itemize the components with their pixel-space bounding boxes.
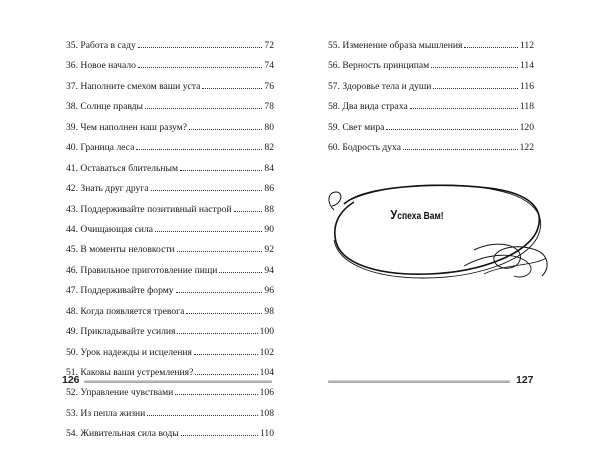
toc-entry-title: 49. Прикладывайте усилия	[66, 326, 176, 338]
toc-entry-title: 59. Свет мира	[328, 121, 385, 133]
toc-entry-title: 44. Очищающая сила	[66, 223, 153, 235]
toc-entry-page: 106	[259, 387, 274, 399]
toc-entry	[328, 81, 534, 101]
toc-entry-page: 96	[264, 285, 274, 297]
toc-entry	[66, 204, 274, 224]
toc-entry	[328, 142, 534, 162]
toc-entry	[66, 183, 274, 203]
toc-leader-dots	[386, 129, 517, 130]
toc-entry-page: 80	[264, 121, 274, 133]
toc-entry-title: 36. Новое начало	[66, 60, 136, 72]
toc-leader-dots	[136, 149, 262, 150]
page-number-right: 127	[516, 374, 534, 386]
toc-entry-page: 116	[519, 80, 534, 92]
right-page	[300, 0, 600, 417]
toc-entry-title: 43. Поддерживайте позитивный настрой	[66, 203, 232, 215]
toc-entry-title: 55. Изменение образа мышления	[328, 40, 463, 51]
toc-list-right	[328, 40, 534, 163]
toc-entry	[66, 142, 274, 162]
toc-entry	[66, 428, 274, 448]
toc-leader-dots	[138, 47, 263, 48]
toc-entry-page: 122	[519, 142, 534, 154]
toc-entry-title: 60. Бодрость духа	[328, 142, 401, 154]
toc-entry	[66, 60, 274, 80]
toc-entry	[66, 163, 274, 183]
toc-entry	[328, 101, 534, 121]
toc-leader-dots	[147, 415, 257, 416]
toc-entry	[66, 306, 274, 326]
toc-entry-title: 57. Здоровье тела и души	[328, 80, 432, 92]
toc-entry	[66, 387, 274, 407]
toc-entry	[66, 285, 274, 305]
toc-entry-page: 84	[264, 162, 274, 174]
toc-entry-title: 48. Когда появляется тревога	[66, 305, 185, 317]
toc-entry-title: 51. Каковы ваши устремления?	[66, 367, 194, 378]
toc-leader-dots	[151, 190, 263, 191]
left-page	[0, 0, 300, 440]
toc-leader-dots	[464, 47, 518, 48]
toc-leader-dots	[186, 313, 262, 314]
toc-leader-dots	[202, 88, 262, 89]
toc-entry-page: 118	[519, 101, 534, 113]
toc-entry	[66, 40, 274, 60]
flourish-ornament	[324, 180, 554, 284]
toc-entry-title: 47. Поддерживайте форму	[66, 285, 174, 297]
page-number-left: 126	[62, 374, 80, 386]
toc-entry-page: 76	[264, 80, 274, 92]
toc-entry	[328, 122, 534, 142]
toc-entry-title: 46. Правильное приготовление пищи	[66, 264, 218, 276]
footer-rule-left	[84, 380, 272, 383]
toc-entry-page: 90	[264, 223, 274, 235]
toc-leader-dots	[180, 170, 262, 171]
toc-leader-dots	[195, 374, 257, 375]
toc-entry-title: 41. Оставаться блительным	[66, 162, 179, 174]
toc-entry-page: 92	[264, 244, 274, 256]
toc-entry	[328, 60, 534, 80]
toc-entry-page: 88	[264, 203, 274, 215]
toc-entry-page: 114	[519, 60, 534, 72]
toc-entry-title: 39. Чем наполнен наш разум?	[66, 121, 187, 133]
toc-entry-page: 120	[519, 121, 534, 133]
toc-list-left	[66, 40, 274, 449]
toc-entry-title: 53. Из пепла жизни	[66, 407, 146, 419]
toc-entry-title: 37. Наполните смехом ваши уста	[66, 80, 201, 92]
toc-entry	[66, 265, 274, 285]
toc-leader-dots	[234, 211, 263, 212]
toc-entry-page: 72	[264, 40, 274, 51]
toc-entry-title: 52. Управление чувствами	[66, 387, 174, 399]
toc-entry	[66, 122, 274, 142]
toc-entry-page: 100	[259, 326, 274, 338]
toc-entry-title: 45. В моменты неловкости	[66, 244, 175, 256]
toc-entry-page: 104	[259, 367, 274, 378]
toc-entry-title: 42. Знать друг друга	[66, 183, 149, 195]
toc-entry-page: 74	[264, 60, 274, 72]
toc-leader-dots	[194, 354, 258, 355]
toc-entry-title: 38. Солнце правды	[66, 101, 143, 113]
toc-leader-dots	[155, 231, 262, 232]
toc-leader-dots	[175, 394, 257, 395]
toc-entry-title: 40. Граница леса	[66, 142, 135, 154]
toc-entry-page: 82	[264, 142, 274, 154]
toc-entry	[328, 40, 534, 60]
toc-entry	[66, 326, 274, 346]
toc-entry-title: 56. Верность принципам	[328, 60, 430, 72]
toc-entry-page: 78	[264, 101, 274, 113]
toc-entry	[66, 224, 274, 244]
toc-leader-dots	[177, 251, 263, 252]
toc-entry	[66, 408, 274, 428]
toc-leader-dots	[410, 108, 518, 109]
toc-entry-page: 110	[259, 428, 274, 440]
toc-leader-dots	[145, 108, 262, 109]
toc-entry-page: 94	[264, 264, 274, 276]
toc-leader-dots	[431, 67, 518, 68]
toc-entry-page: 86	[264, 183, 274, 195]
toc-leader-dots	[403, 149, 518, 150]
footer-rule-right	[328, 380, 510, 383]
toc-entry	[66, 367, 274, 387]
good-luck-text: Успеха Вам!	[390, 207, 444, 222]
toc-entry-title: 58. Два вида страха	[328, 101, 408, 113]
toc-entry	[66, 81, 274, 101]
toc-entry-title: 54. Живительная сила воды	[66, 428, 179, 440]
toc-entry-page: 102	[259, 346, 274, 358]
toc-leader-dots	[433, 88, 518, 89]
toc-entry	[66, 347, 274, 367]
toc-entry-page: 98	[264, 305, 274, 317]
toc-leader-dots	[176, 292, 263, 293]
toc-leader-dots	[177, 333, 257, 334]
toc-entry-title: 50. Урок надежды и исцеления	[66, 346, 192, 358]
toc-entry-title: 35. Работа в саду	[66, 40, 136, 51]
toc-leader-dots	[138, 67, 262, 68]
toc-entry-page: 108	[259, 407, 274, 419]
toc-leader-dots	[181, 435, 258, 436]
toc-entry	[66, 244, 274, 264]
toc-leader-dots	[219, 272, 262, 273]
toc-leader-dots	[189, 129, 262, 130]
toc-entry-page: 112	[519, 40, 534, 51]
toc-entry	[66, 101, 274, 121]
